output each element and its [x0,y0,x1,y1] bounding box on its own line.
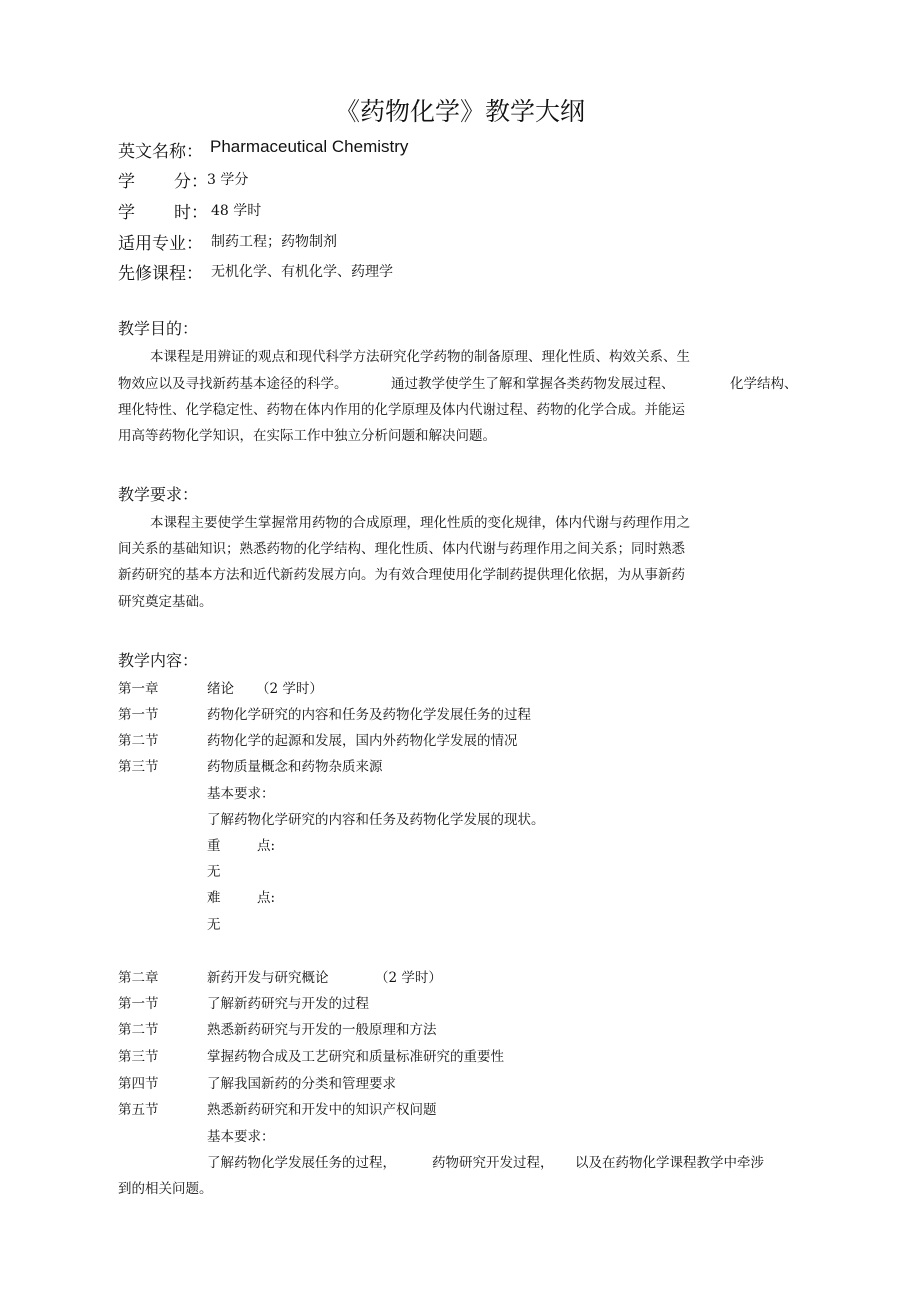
hours-value: 48 学时 [211,203,262,219]
requirement-line-2: 间关系的基础知识；熟悉药物的化学结构、理化性质、体内代谢与药理作用之间关系；同时熟悉 [118,541,685,557]
major-label: 适用专业： [118,234,203,254]
purpose-line-2b: 通过教学使学生了解和掌握各类药物发展过程、 [391,376,675,392]
ch1-basic-req-text: 了解药物化学研究的内容和任务及药物化学发展的现状。 [207,812,545,828]
ch1-section3-label: 第三节 [118,759,159,775]
chapter1-title: 绪论 [207,681,234,697]
requirement-line-4: 研究奠定基础。 [118,594,213,610]
ch1-section2-label: 第二节 [118,733,159,749]
purpose-line-1: 本课程是用辨证的观点和现代科学方法研究化学药物的制备原理、理化性质、构效关系、生 [150,349,690,365]
chapter1-hours: （2 学时） [256,681,323,697]
ch2-section2-label: 第二节 [118,1022,159,1038]
purpose-line-2c: 化学结构、 [730,376,798,392]
ch2-basic-req-part1: 了解药物化学发展任务的过程， [207,1155,396,1171]
credit-label-2: 分： [174,172,208,192]
page-title: 《药物化学》教学大纲 [334,97,585,126]
ch1-diff-value: 无 [207,917,221,933]
hours-label-1: 学 [118,203,135,223]
purpose-line-3: 理化特性、化学稳定性、药物在体内作用的化学原理及体内代谢过程、药物的化学合成。并能运 [118,402,685,418]
ch1-key-label-1: 重 [207,838,221,854]
requirement-heading: 教学要求： [118,485,199,504]
ch1-key-label-2: 点: [257,838,276,854]
english-name-label: 英文名称： [118,142,203,162]
hours-label-2: 时： [174,203,208,223]
ch2-section3-label: 第三节 [118,1049,159,1065]
purpose-line-2a: 物效应以及寻找新药基本途径的科学。 [118,376,348,392]
ch1-section1-label: 第一节 [118,707,159,723]
credit-label-1: 学 [118,172,135,192]
chapter2-hours: （2 学时） [375,970,442,986]
ch2-basic-req-cont: 到的相关问题。 [118,1181,213,1197]
ch2-basic-req-part3: 以及在药物化学课程教学中牵涉 [575,1155,764,1171]
content-heading: 教学内容： [118,651,199,670]
ch1-section1-text: 药物化学研究的内容和任务及药物化学发展任务的过程 [207,707,531,723]
ch1-basic-req-label: 基本要求： [207,786,275,802]
ch1-key-value: 无 [207,864,221,880]
ch2-section4-text: 了解我国新药的分类和管理要求 [207,1076,396,1092]
english-name-value: Pharmaceutical Chemistry [210,137,409,156]
purpose-heading: 教学目的： [118,319,199,338]
ch1-section2-text: 药物化学的起源和发展，国内外药物化学发展的情况 [207,733,518,749]
ch2-section2-text: 熟悉新药研究与开发的一般原理和方法 [207,1022,437,1038]
ch2-basic-req-label: 基本要求： [207,1129,275,1145]
requirement-line-1: 本课程主要使学生掌握常用药物的合成原理，理化性质的变化规律，体内代谢与药理作用之 [150,515,690,531]
ch1-section3-text: 药物质量概念和药物杂质来源 [207,759,383,775]
prereq-value: 无机化学、有机化学、药理学 [211,264,393,280]
purpose-line-4: 用高等药物化学知识，在实际工作中独立分析问题和解决问题。 [118,428,496,444]
requirement-line-3: 新药研究的基本方法和近代新药发展方向。为有效合理使用化学制药提供理化依据，为从事新药 [118,567,685,583]
chapter2-label: 第二章 [118,970,159,986]
ch2-section5-text: 熟悉新药研究和开发中的知识产权问题 [207,1102,437,1118]
ch2-section3-text: 掌握药物合成及工艺研究和质量标准研究的重要性 [207,1049,504,1065]
ch2-section5-label: 第五节 [118,1102,159,1118]
major-value: 制药工程；药物制剂 [211,234,337,250]
ch1-diff-label-2: 点: [257,890,276,906]
ch2-section4-label: 第四节 [118,1076,159,1092]
ch2-basic-req-part2: 药物研究开发过程， [432,1155,554,1171]
chapter1-label: 第一章 [118,681,159,697]
credit-value: 3 学分 [207,172,249,188]
prereq-label: 先修课程： [118,264,203,284]
ch2-section1-label: 第一节 [118,996,159,1012]
ch2-section1-text: 了解新药研究与开发的过程 [207,996,369,1012]
chapter2-title: 新药开发与研究概论 [207,970,329,986]
ch1-diff-label-1: 难 [207,890,221,906]
